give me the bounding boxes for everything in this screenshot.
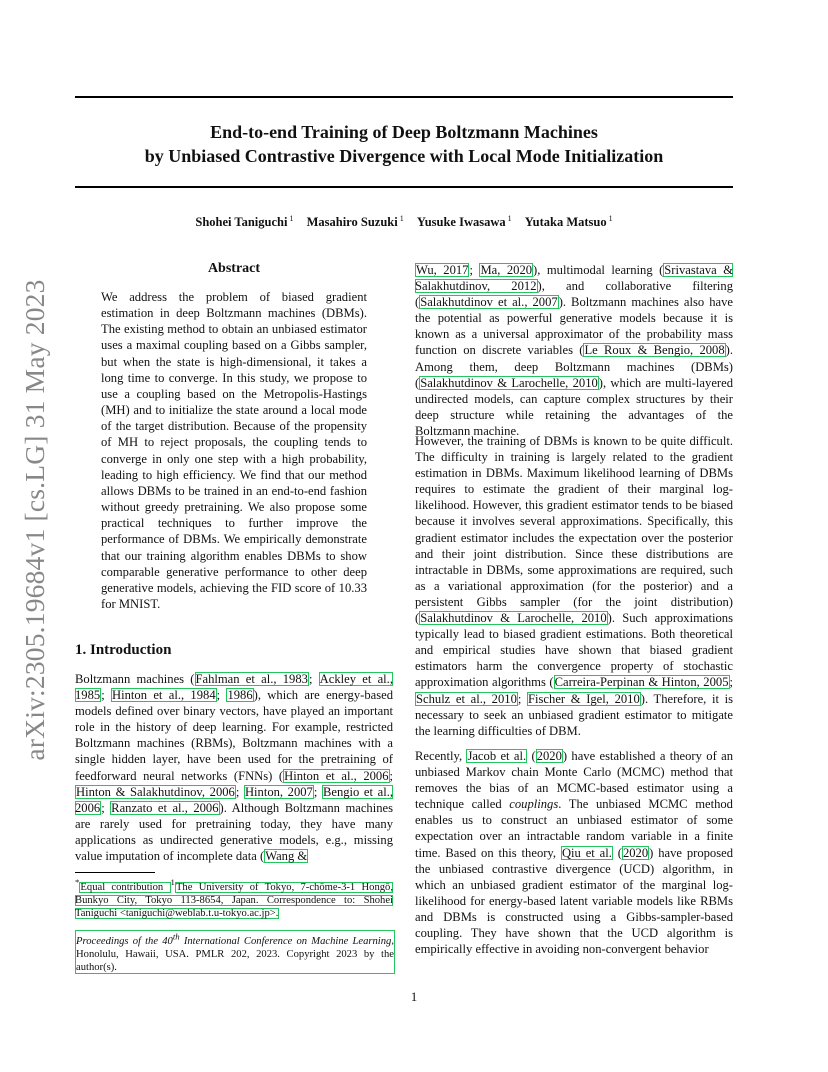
author-name: Masahiro Suzuki bbox=[306, 215, 398, 230]
author bbox=[525, 215, 613, 229]
text-run: ( bbox=[612, 845, 622, 860]
citation-link[interactable]: 2020 bbox=[536, 749, 562, 763]
paper-title bbox=[75, 120, 733, 168]
affiliation-mark: 1 bbox=[608, 214, 613, 223]
text-run: ; bbox=[729, 675, 733, 690]
intro-paragraph bbox=[75, 671, 393, 864]
author-list bbox=[75, 214, 733, 230]
affiliation-mark: 1 bbox=[289, 214, 294, 223]
citation-link[interactable]: 2020 bbox=[622, 845, 649, 860]
text-run: ; bbox=[101, 800, 111, 815]
text-run: ), and collaborative filtering ( bbox=[415, 279, 733, 310]
footnote-mark: * bbox=[75, 877, 80, 887]
author bbox=[195, 215, 293, 229]
citation-link[interactable]: Ranzato et al., 2006 bbox=[111, 800, 219, 815]
body-paragraph bbox=[415, 262, 733, 439]
text-run: ; bbox=[235, 784, 244, 799]
proceedings-details: , Honolulu, Hawaii, USA. PMLR 202, 2023. Copyright 2023 by the author(s). bbox=[76, 935, 394, 973]
citation-link[interactable]: Hinton et al., 2006 bbox=[284, 768, 389, 783]
citation-link[interactable]: Hinton et al., 1984 bbox=[112, 688, 216, 703]
footnote bbox=[75, 876, 393, 920]
citation-link[interactable]: Srivastava & Salakhutdinov, 2012 bbox=[415, 263, 734, 294]
abstract-heading: Abstract bbox=[207, 261, 261, 276]
citation-link[interactable]: Salakhutdinov & Larochelle, 2010 bbox=[420, 375, 598, 390]
text-run: ; bbox=[469, 263, 480, 277]
citation-link[interactable]: Ma, 2020 bbox=[480, 263, 533, 277]
proceedings-venue-name: International Conference on Machine Learning bbox=[179, 935, 392, 947]
author-name: Yusuke Iwasawa bbox=[416, 215, 506, 230]
text-run: ; bbox=[101, 688, 112, 703]
text-run: ), multimodal learning ( bbox=[533, 263, 664, 277]
proceedings-notice[interactable] bbox=[75, 930, 395, 974]
text-run: ; bbox=[517, 691, 528, 706]
text-run: ) have proposed the unbiased contrastive divergence (UCD) algorithm, in which an unbiased gradient estimator of the marginal log-likelihood for energy-based latent variable models like RBMs and DBMs is constructed using a Gibbs-sampler-based coupling. They have shown that the UCD algorithm is empirically effective in avoiding non-convergent behavior bbox=[415, 845, 734, 957]
citation-link[interactable]: Wu, 2017 bbox=[416, 263, 469, 277]
text-run: ). Among them, deep Boltzmann machines (DBMs) ( bbox=[415, 343, 733, 390]
citation-link[interactable]: Wang & bbox=[265, 849, 308, 864]
citation-link[interactable]: 1986 bbox=[227, 688, 253, 703]
citation-link[interactable]: Schulz et al., 2010 bbox=[416, 691, 517, 706]
text-run: Boltzmann machines ( bbox=[75, 672, 195, 686]
author-name: Shohei Taniguchi bbox=[195, 215, 288, 230]
page-number: 1 bbox=[410, 990, 418, 1004]
body-paragraph bbox=[415, 433, 733, 739]
affiliation-text[interactable]: The University of Tokyo, 7-chōme-3-1 Hongō, Bunkyo City, Tokyo 113-8654, Japan. Correspondence to: Shohei Taniguchi <taniguchi@weblab.t.u-tokyo.ac.jp>. bbox=[75, 881, 393, 919]
citation-link[interactable]: Bengio et al., 2006 bbox=[75, 784, 393, 815]
ordinal-suffix: th bbox=[172, 931, 180, 941]
text-run: ). Such approximations typically lead to biased gradient estimations. Both theoretical and empirical studies have shown that biased gradient estimators harm the convergence property of stochastic approximation algorithms ( bbox=[415, 611, 733, 690]
title-rule-bottom bbox=[75, 186, 733, 188]
author bbox=[307, 215, 404, 229]
text-run: ). Boltzmann machines also have the potential as powerful generative models because it is known as a universal approximator of the probability mass function on discrete variables ( bbox=[415, 295, 733, 358]
emphasized-term: couplings bbox=[509, 797, 559, 812]
citation-link[interactable]: Hinton & Salakhutdinov, 2006 bbox=[76, 784, 235, 799]
text-run: ; bbox=[308, 672, 319, 686]
title-line-2: by Unbiased Contrastive Divergence with Local Mode Initialization bbox=[144, 146, 664, 166]
footnote-text[interactable]: Equal contribution bbox=[80, 881, 170, 893]
text-run: ). Therefore, it is necessary to seek an unbiased gradient estimator to mitigate the learning difficulties of DBM. bbox=[415, 691, 733, 738]
affiliation-mark: 1 bbox=[507, 214, 512, 223]
citation-link[interactable]: Carreira-Perpinan & Hinton, 2005 bbox=[554, 675, 729, 690]
abstract-text: We address the problem of biased gradient estimation in deep Boltzmann machines (DBMs). The existing method to obtain an unbiased estimator uses a maximal coupling based on a Gibbs sampler, but when the state is high-dimensional, it takes a long time to converge. In this study, we propose to use a coupling based on the Metropolis-Hastings (MH) and to initialize the state around a local mode of the target distribution. Because of the propensity of MH to reject proposals, the coupling tends to converge in only one step with a high probability, leading to high efficiency. We find that our method allows DBMs to be trained in an end-to-end fashion without greedy pretraining. We also propose some practical techniques to further improve the performance of DBMs. We empirically demonstrate that our training algorithm enables DBMs to show comparable generative performance to other deep generative models, achieving the FID score of 10.33 for MNIST. bbox=[101, 290, 367, 611]
text-run: ) have established a theory of an unbiased Markov chain Monte Carlo (MCMC) method that removes the bias of an MCMC-based estimator using a technique called bbox=[415, 749, 733, 812]
section-heading-introduction: 1. Introduction bbox=[75, 642, 172, 658]
author bbox=[417, 215, 512, 229]
text-run: ), which are energy-based models defined over binary vectors, have played an important role in the history of deep learning. For example, restricted Boltzmann machines (RBMs), Boltzmann machines with a single hidden layer, have been used for the pretraining of feedforward neural networks (FNNs) ( bbox=[75, 688, 393, 783]
text-run: ; bbox=[313, 784, 322, 799]
citation-link[interactable]: Jacob et al. bbox=[467, 749, 527, 763]
affiliation-mark: 1 bbox=[399, 214, 404, 223]
arxiv-identifier bbox=[20, 280, 50, 760]
citation-link[interactable]: Hinton, 2007 bbox=[244, 784, 313, 799]
text-run: ; bbox=[389, 768, 394, 783]
citation-link[interactable]: Qiu et al. bbox=[561, 845, 612, 860]
text-run: . The unbiased MCMC method enables us to construct an unbiased estimator of some expectation over an intractable random variable in a finite time. Based on this theory, bbox=[415, 797, 733, 860]
text-run: Recently, bbox=[415, 749, 467, 763]
text-run: ( bbox=[527, 749, 536, 763]
arxiv-identifier-text: arXiv:2305.19684v1 [cs.LG] 31 May 2023 bbox=[19, 279, 50, 761]
citation-link[interactable]: Salakhutdinov & Larochelle, 2010 bbox=[420, 611, 607, 626]
proceedings-venue: Proceedings of the 40 bbox=[76, 935, 173, 947]
author-name: Yutaka Matsuo bbox=[524, 215, 607, 230]
citation-link[interactable]: Ackley et al., 1985 bbox=[75, 672, 393, 703]
citation-link[interactable]: Fahlman et al., 1983 bbox=[195, 672, 308, 686]
text-run: ), which are multi-layered undirected models, can capture complex structures by their deep structure while retaining the advantages of the Boltzmann machine. bbox=[415, 375, 733, 438]
footnote-rule bbox=[75, 872, 155, 873]
citation-link[interactable]: Salakhutdinov et al., 2007 bbox=[420, 295, 558, 310]
citation-link[interactable]: Le Roux & Bengio, 2008 bbox=[584, 343, 725, 358]
citation-link[interactable]: Fischer & Igel, 2010 bbox=[528, 691, 640, 706]
affiliation-mark: 1 bbox=[170, 877, 175, 887]
title-line-1: End-to-end Training of Deep Boltzmann Machines bbox=[210, 122, 598, 142]
title-rule-top bbox=[75, 96, 733, 98]
text-run: However, the training of DBMs is known to be quite difficult. The difficulty in training is largely related to the gradient estimation in DBMs. Maximum likelihood learning of DBMs requires to estimate the gradient of their marginal log-likelihood. However, this gradient estimator tends to be biased because it involves several approximations. Specifically, this gradient estimator includes the expectation over the posterior and their joint distribution. Since these distributions are intractable in DBMs, some approximations are required, such as a variational approximation (for the posterior) and a persistent Gibbs sampler (for the joint distribution) ( bbox=[415, 434, 733, 626]
body-paragraph bbox=[415, 748, 733, 957]
text-run: ; bbox=[216, 688, 227, 703]
text-run: ). Although Boltzmann machines are rarely used for pretraining today, they have many applications as undirected generative models, e.g., missing value imputation of incomplete data ( bbox=[75, 800, 394, 864]
